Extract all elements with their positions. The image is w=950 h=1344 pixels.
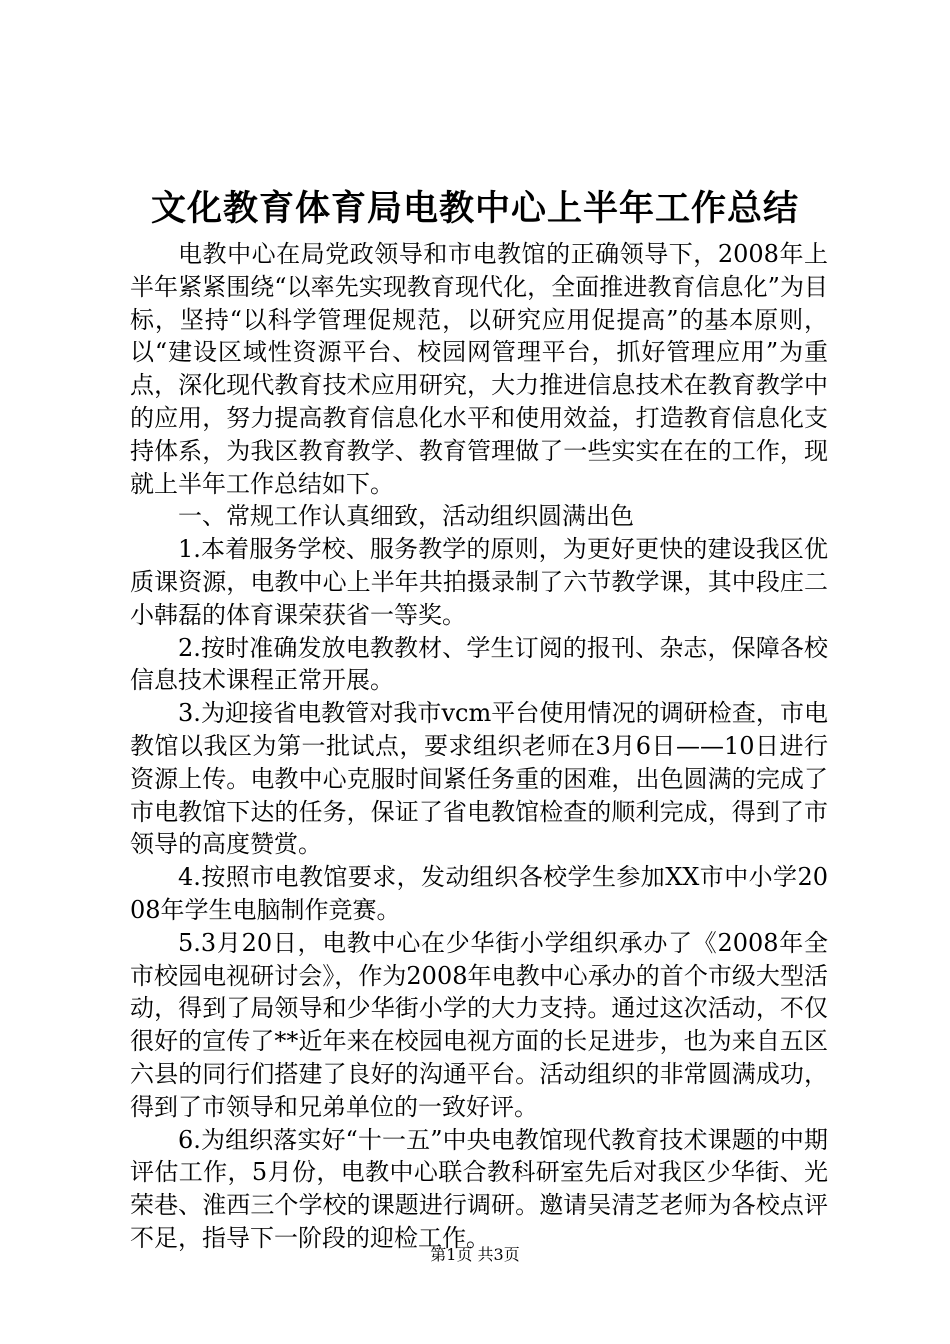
intro-paragraph: 电教中心在局党政领导和市电教馆的正确领导下，2008年上半年紧紧围绕“以率先实现教育现代化，全面推进教育信息化”为目标，坚持“以科学管理促规范，以研究应用促提高”的基本原则，以“建设区域性资源平台、校园网管理平台，抓好管理应用”为重点，深化现代教育技术应用研究，大力推进信息技术在教育教学中的应用，努力提高教育信息化水平和使用效益，打造教育信息化支持体系，为我区教育教学、教育管理做了一些实实在在的工作，现就上半年工作总结如下。 bbox=[130, 240, 828, 498]
document-title: 文化教育体育局电教中心上半年工作总结 bbox=[150, 188, 799, 229]
item-paragraph-4: 4.按照市电教馆要求，发动组织各校学生参加XX市中小学2008年学生电脑制作竞赛。 bbox=[130, 863, 828, 924]
item-paragraph-5: 5.3月20日，电教中心在少华街小学组织承办了《2008年全市校园电视研讨会》，作为2008年电教中心承办的首个市级大型活动，得到了局领导和少华街小学的大力支持。通过这次活动，不仅很好的宣传了**近年来在校园电视方面的长足进步，也为来自五区六县的同行们搭建了良好的沟通平台。活动组织的非常圆满成功，得到了市领导和兄弟单位的一致好评。 bbox=[130, 928, 828, 1121]
document-body bbox=[130, 238, 828, 1255]
page-number: 第1页 共3页 bbox=[430, 1245, 520, 1264]
item-paragraph-1: 1.本着服务学校、服务教学的原则，为更好更快的建设我区优质课资源，电教中心上半年共拍摄录制了六节教学课，其中段庄二小韩磊的体育课荣获省一等奖。 bbox=[130, 535, 828, 629]
item-paragraph-3: 3.为迎接省电教管对我市vcm平台使用情况的调研检查，市电教馆以我区为第一批试点，要求组织老师在3月6日——10日进行资源上传。电教中心克服时间紧任务重的困难，出色圆满的完成了市电教馆下达的任务，保证了省电教馆检查的顺利完成，得到了市领导的高度赞赏。 bbox=[130, 699, 828, 859]
section-heading: 一、常规工作认真细致，活动组织圆满出色 bbox=[178, 502, 634, 531]
item-paragraph-2: 2.按时准确发放电教教材、学生订阅的报刊、杂志，保障各校信息技术课程正常开展。 bbox=[130, 633, 828, 695]
item-paragraph-6: 6.为组织落实好“十一五”中央电教馆现代教育技术课题的中期评估工作，5月份，电教中心联合教科研室先后对我区少华街、光荣巷、淮西三个学校的课题进行调研。邀请吴清芝老师为各校点评不足，指导下一阶段的迎检工作。 bbox=[130, 1125, 828, 1252]
